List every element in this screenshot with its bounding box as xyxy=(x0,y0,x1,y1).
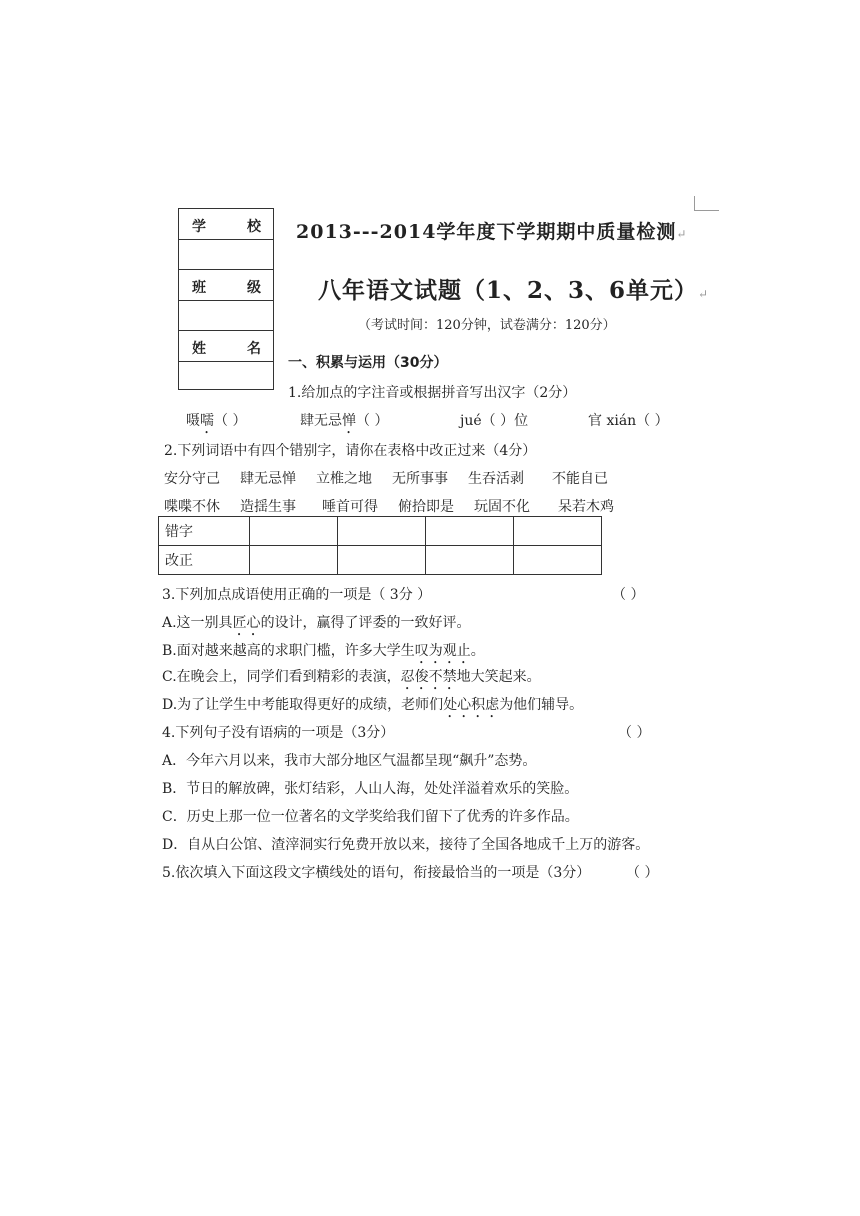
q4-prompt: 4.下列句子没有语病的一项是（3分） xyxy=(162,725,395,741)
correction-table xyxy=(158,516,602,575)
paragraph-mark-icon: ↵ xyxy=(676,227,688,241)
answer-cell[interactable] xyxy=(250,517,338,546)
name-row xyxy=(179,331,273,362)
student-info-box xyxy=(178,208,274,390)
q3-option-b: B.面对越来越高的求职门槛，许多大学生叹为观止。 xyxy=(162,643,485,659)
exam-subtitle: 八年语文试题（1、2、3、6单元）↵ xyxy=(318,277,710,304)
q4-answer-paren[interactable]: （ ） xyxy=(618,725,651,741)
q1-item-3: jué（ ）位 xyxy=(460,413,529,429)
q2-word: 喋喋不休 xyxy=(164,499,220,515)
table-row xyxy=(159,517,602,546)
name-label-b: 名 xyxy=(247,341,261,357)
q2-prompt: 2.下列词语中有四个错别字，请你在表格中改正过来（4分） xyxy=(164,443,537,459)
table-label-fix: 改正 xyxy=(159,546,250,575)
answer-cell[interactable] xyxy=(514,546,602,575)
answer-cell[interactable] xyxy=(426,517,514,546)
q2-word: 无所事事 xyxy=(392,471,448,487)
page-corner-mark xyxy=(694,196,719,211)
q3-answer-paren[interactable]: （ ） xyxy=(612,587,645,603)
answer-cell[interactable] xyxy=(338,517,426,546)
q3-option-d: D.为了让学生中考能取得更好的成绩，老师们处心积虑为他们辅导。 xyxy=(162,697,584,713)
q2-word: 立椎之地 xyxy=(316,471,372,487)
answer-cell[interactable] xyxy=(426,546,514,575)
q4-option-a: A．今年六月以来，我市大部分地区气温都呈现“飙升”态势。 xyxy=(162,753,537,769)
paragraph-mark-icon: ↵ xyxy=(698,287,710,301)
answer-cell[interactable] xyxy=(250,546,338,575)
table-label-wrong: 错字 xyxy=(159,517,250,546)
q2-word: 玩固不化 xyxy=(474,499,530,515)
q1-prompt: 1.给加点的字注音或根据拼音写出汉字（2分） xyxy=(288,385,577,401)
q5-answer-paren[interactable]: （ ） xyxy=(626,865,659,881)
name-label-a: 姓 xyxy=(192,341,206,357)
table-row xyxy=(159,546,602,575)
q3-option-c: C.在晚会上，同学们看到精彩的表演，忍俊不禁地大笑起来。 xyxy=(162,669,541,685)
q3-option-a: A.这一别具匠心的设计，赢得了评委的一致好评。 xyxy=(162,615,471,631)
q1-item-2: 肆无忌惮（ ） xyxy=(300,413,389,429)
school-row xyxy=(179,209,273,240)
q2-word: 造揺生事 xyxy=(240,499,296,515)
q2-word: 生吞活剥 xyxy=(468,471,524,487)
exam-info: （考试时间：120分钟，试卷满分：120分） xyxy=(358,318,616,333)
answer-cell[interactable] xyxy=(338,546,426,575)
school-label-a: 学 xyxy=(192,219,206,235)
q2-word: 唾首可得 xyxy=(322,499,378,515)
q2-word: 不能自已 xyxy=(552,471,608,487)
class-row xyxy=(179,270,273,301)
q2-word: 安分守己 xyxy=(164,471,220,487)
class-label-a: 班 xyxy=(192,280,206,296)
q4-option-c: C．历史上那一位一位著名的文学奖给我们留下了优秀的许多作品。 xyxy=(162,809,579,825)
q1-item-4: 官 xián（ ） xyxy=(588,413,669,429)
q5-prompt: 5.依次填入下面这段文字横线处的语句，衔接最恰当的一项是（3分） xyxy=(162,865,591,881)
q2-word: 呆若木鸡 xyxy=(558,499,614,515)
q2-word: 俯拾即是 xyxy=(398,499,454,515)
class-field xyxy=(179,301,273,331)
q3-prompt: 3.下列加点成语使用正确的一项是（ 3分 ） xyxy=(162,587,432,603)
exam-title: 2013---2014学年度下学期期中质量检测↵ xyxy=(296,221,688,243)
school-label-b: 校 xyxy=(247,219,261,235)
q2-word: 肆无忌惮 xyxy=(240,471,296,487)
q4-option-b: B．节日的解放碑，张灯结彩，人山人海，处处洋溢着欢乐的笑脸。 xyxy=(162,781,579,797)
school-field xyxy=(179,240,273,270)
q4-option-d: D．自从白公馆、渣滓洞实行免费开放以来，接待了全国各地成千上万的游客。 xyxy=(162,837,650,853)
class-label-b: 级 xyxy=(247,280,261,296)
q1-item-1: 嗫嚅（ ） xyxy=(186,413,247,429)
section-heading: 一、积累与运用（30分） xyxy=(288,355,448,371)
answer-cell[interactable] xyxy=(514,517,602,546)
